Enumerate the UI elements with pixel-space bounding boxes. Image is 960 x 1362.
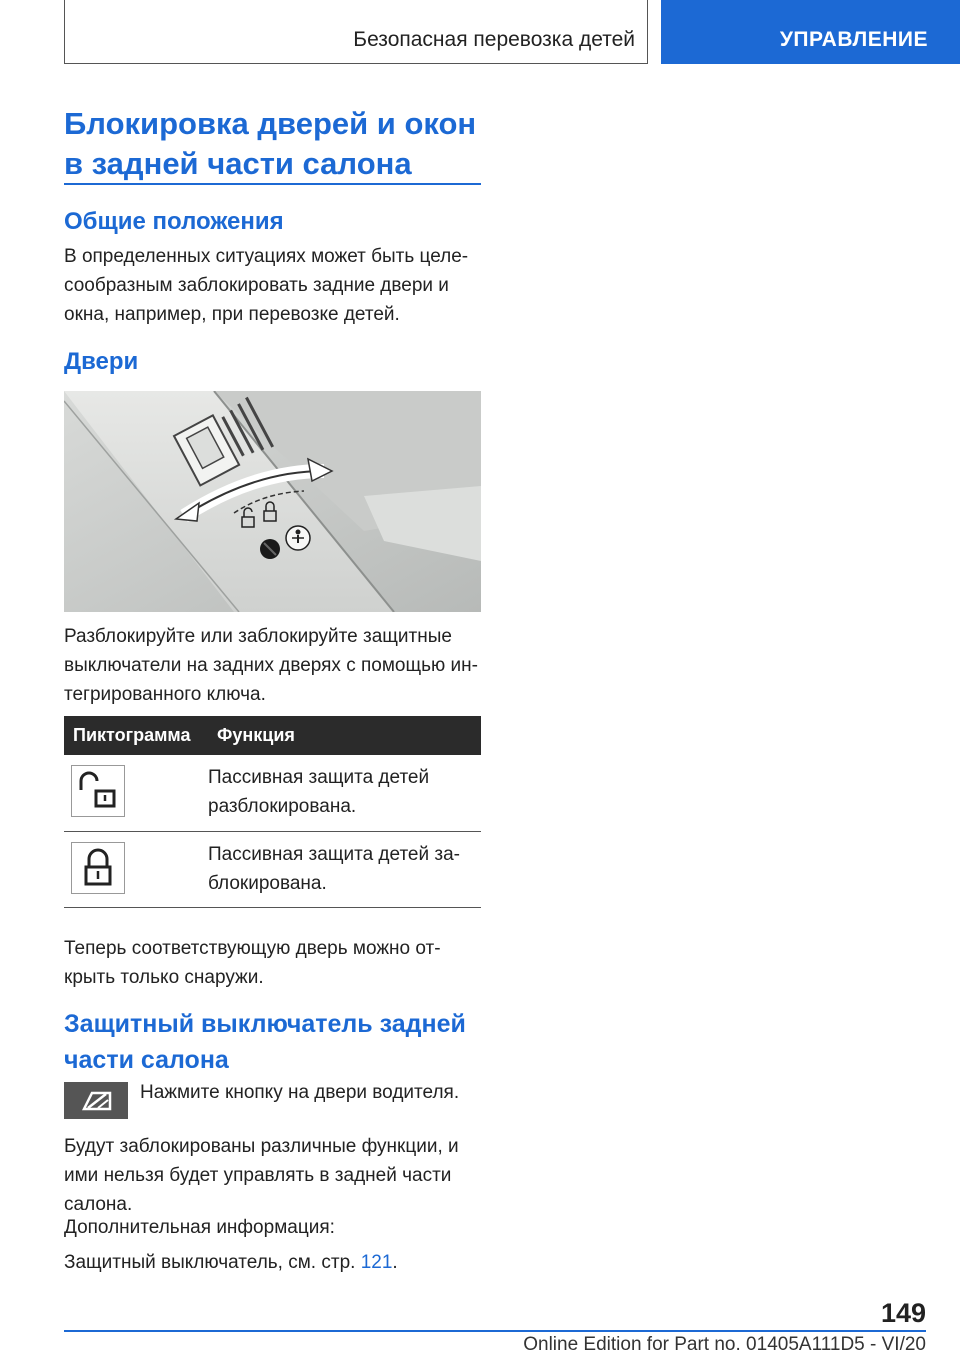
- general-text-line: окна, например, при перевозке детей.: [64, 304, 400, 325]
- table-header-icon: Пиктограмма: [64, 716, 208, 755]
- doors-text-line: тегрированного ключа.: [64, 684, 266, 705]
- general-text-line: сообразным заблокировать задние двери и: [64, 275, 449, 296]
- after-table-text-line: Теперь соответствующую дверь можно от-: [64, 938, 441, 959]
- header-section-box: [64, 0, 648, 64]
- lock-closed-icon: [71, 842, 125, 894]
- lock-open-icon: [71, 765, 125, 817]
- doors-text-line: Разблокируйте или заблокируйте защитные: [64, 626, 452, 647]
- pictogram-table: [64, 716, 481, 908]
- table-cell-icon: [64, 755, 208, 831]
- footer-divider: [64, 1330, 926, 1332]
- general-heading: Общие положения: [64, 208, 284, 235]
- switch-heading: [64, 1006, 481, 1078]
- switch-heading-line-2: части салона: [64, 1046, 229, 1074]
- reference-text: Защитный выключатель, см. стр.: [64, 1252, 356, 1273]
- switch-text-line: Будут заблокированы различные функции, и: [64, 1136, 459, 1157]
- header-section-title: Безопасная перевозка детей: [353, 28, 635, 51]
- switch-paragraph: [64, 1132, 481, 1219]
- table-cell-function: [208, 831, 481, 907]
- general-text-line: В определенных ситуациях может быть целе-: [64, 246, 469, 267]
- table-header-function: Функция: [208, 716, 481, 755]
- table-header-row: [64, 716, 481, 755]
- reference-end: .: [392, 1252, 398, 1273]
- header-chapter-box: [661, 0, 960, 64]
- door-lock-photo: [64, 391, 481, 612]
- more-info-label: Дополнительная информация:: [64, 1217, 335, 1238]
- page-title-line-2: в задней части салона: [64, 146, 412, 181]
- table-row: [64, 831, 481, 907]
- reference-line: [64, 1248, 481, 1277]
- page-title-line-1: Блокировка дверей и окон: [64, 106, 477, 141]
- function-text-line: разблокирована.: [208, 796, 357, 817]
- page-title: [64, 104, 481, 184]
- after-table-paragraph: [64, 934, 481, 992]
- switch-text-line: ими нельзя будет управлять в задней части: [64, 1165, 452, 1186]
- doors-text-line: выключатели на задних дверях с помощью ин-: [64, 655, 478, 676]
- doors-paragraph: [64, 622, 481, 709]
- title-divider: [64, 183, 481, 185]
- door-lock-illustration: [64, 391, 481, 612]
- function-text-line: Пассивная защита детей за-: [208, 843, 460, 865]
- switch-heading-line-1: Защитный выключатель задней: [64, 1010, 466, 1038]
- table-cell-function: [208, 755, 481, 831]
- function-text-line: блокирована.: [208, 872, 327, 894]
- table-cell-icon: [64, 831, 208, 907]
- after-table-text-line: крыть только снаружи.: [64, 967, 264, 988]
- function-text-line: Пассивная защита детей: [208, 767, 430, 788]
- doors-heading: Двери: [64, 348, 139, 375]
- footer-edition: Online Edition for Part no. 01405A111D5 - VI/20: [523, 1334, 926, 1355]
- table-row: [64, 755, 481, 831]
- reference-page-link[interactable]: 121: [360, 1252, 393, 1273]
- page-number: 149: [880, 1298, 926, 1328]
- general-paragraph: [64, 242, 481, 329]
- window-lock-button-icon: [64, 1082, 128, 1119]
- header-chapter-title: УПРАВЛЕНИЕ: [779, 28, 928, 51]
- switch-text-line: салона.: [64, 1194, 133, 1215]
- switch-press-text: Нажмите кнопку на двери водителя.: [140, 1082, 460, 1103]
